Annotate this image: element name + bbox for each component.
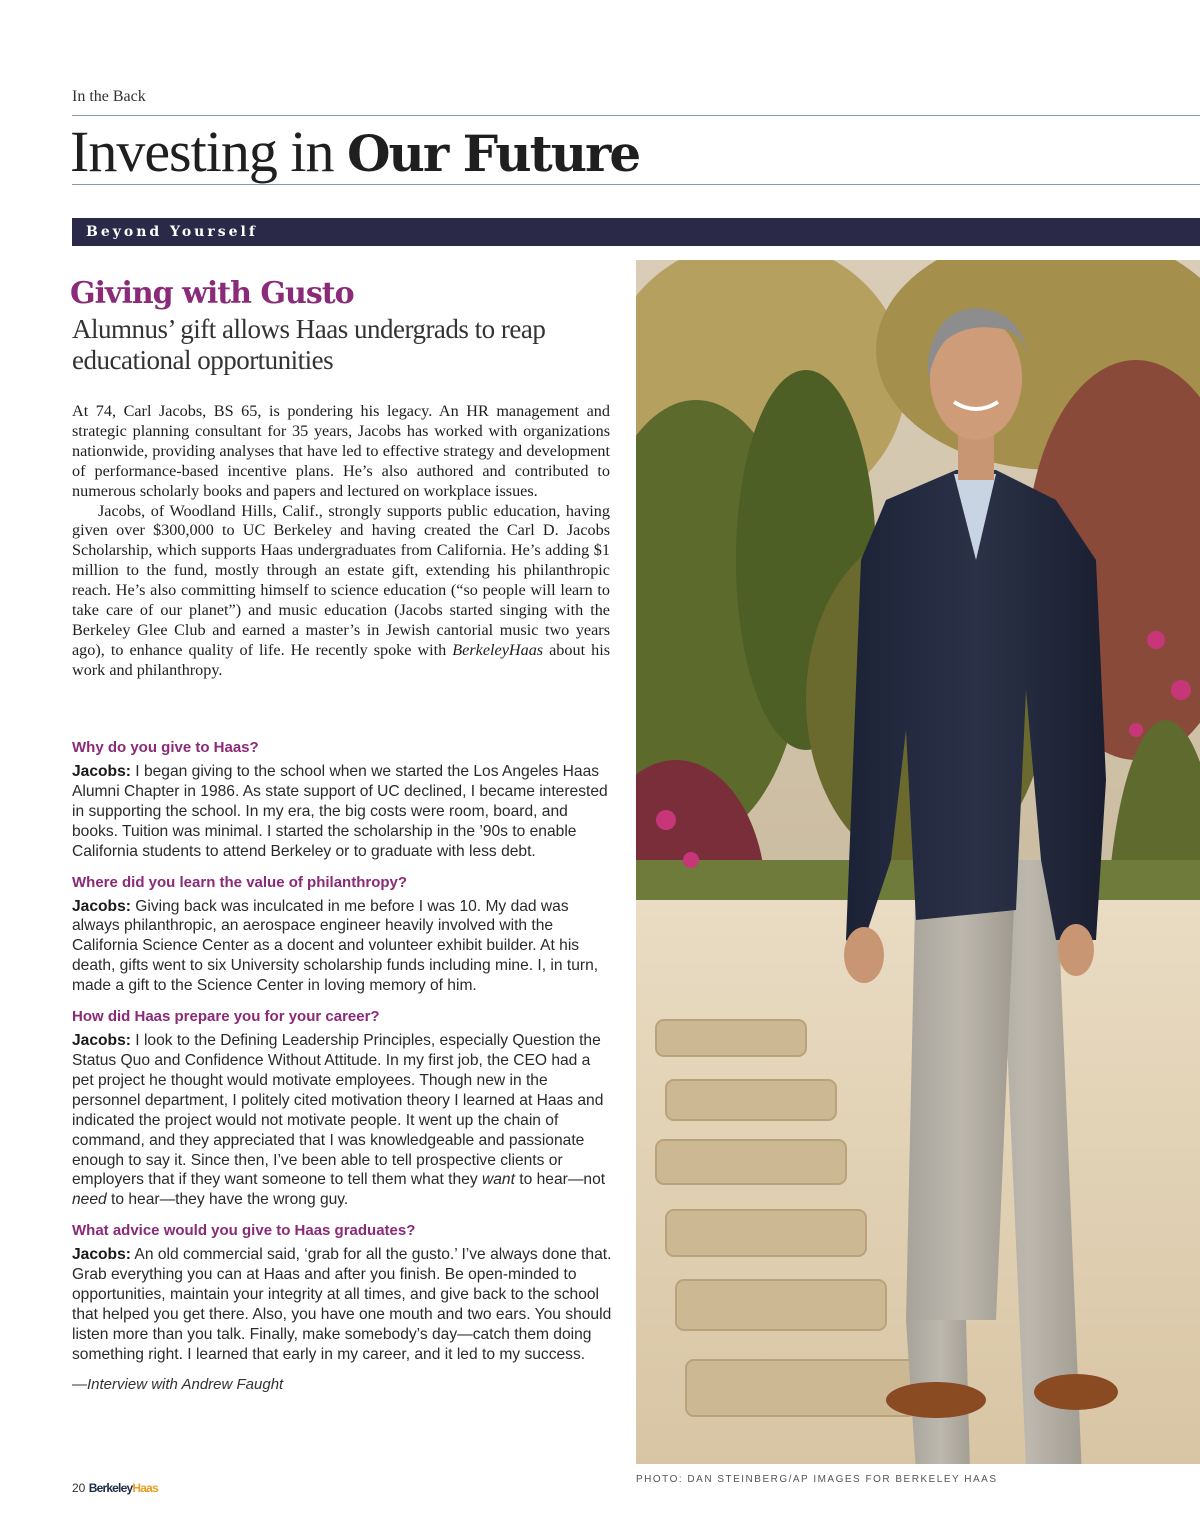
intro-p2-end: about his work and philanthropy. — [72, 640, 611, 679]
portrait-photo — [636, 260, 1200, 1464]
speaker-label: Jacobs: — [72, 1246, 131, 1264]
speaker-label: Jacobs: — [72, 897, 131, 915]
section-label: In the Back — [72, 88, 146, 105]
logo-part-haas: Haas — [132, 1481, 158, 1495]
photo-credit: PHOTO: DAN STEINBERG/AP IMAGES FOR BERKELEY HAAS — [636, 1474, 998, 1485]
answer-4-text: An old commercial said, ‘grab for all the gusto.’ I’ve always done that. Grab everything you can at Haas and after you finish. Be open-minded to opportunities, maintain your integrity at all times, and give back to the school that helped you get there. Also, you have one mouth and two ears. You should listen more than you talk. Finally, make somebody’s day—catch them doing something right. I learned that early in my career, and it led to my success. — [72, 1246, 612, 1363]
article-intro — [72, 402, 610, 681]
answer-3 — [72, 1031, 612, 1210]
page-number: 20 — [72, 1481, 86, 1495]
page-footer — [72, 1481, 158, 1495]
publication-name: BerkeleyHaas — [452, 640, 544, 659]
answer-2-text: Giving back was inculcated in me before I was 10. My dad was always philanthropic, an aerospace engineer heavily involved with the California Science Center as a docent and volunteer exhibit builder. At his death, gifts went to six University scholarship funds including mine. I, in turn, made a gift to the Science Center in loving memory of him. — [72, 897, 599, 995]
answer-1-text: I began giving to the school when we started the Los Angeles Haas Alumni Chapter in 1986. As state support of UC declined, I became interested in supporting the school. In my era, the big costs were room, board, and books. Tuition was minimal. I started the scholarship in the ’90s to enable California students to attend Berkeley or to graduate with less debt. — [72, 763, 608, 860]
question-3: How did Haas prepare you for your career? — [72, 1008, 380, 1026]
logo-part-berkeley: Berkeley — [88, 1481, 133, 1495]
interview-qa — [72, 738, 612, 1393]
question-2: Where did you learn the value of philanthropy? — [72, 873, 408, 891]
speaker-label: Jacobs: — [72, 1032, 131, 1050]
headline-light: Investing in — [70, 119, 334, 184]
answer-3-emphasis-need: need — [72, 1191, 107, 1209]
speaker-label: Jacobs: — [72, 763, 131, 780]
interview-byline: —Interview with Andrew Faught — [72, 1375, 284, 1393]
answer-2 — [72, 897, 612, 997]
question-4: What advice would you give to Haas graduates? — [72, 1222, 416, 1240]
answer-4 — [72, 1245, 612, 1364]
answer-3-text: I look to the Defining Leadership Principles, especially Question the Status Quo and Confidence Without Attitude. In my first job, the CEO had a pet project he thought would motivate employees. Though new in the personnel department, I politely cited motivation theory I learned at Haas and indicated the project would not motivate people. It went up the chain of command, and they appreciated that I was knowledgeable and passionate enough to say it. Since then, I’ve been able to tell prospective clients or employers that if they want someone to tell them what they — [72, 1032, 604, 1189]
intro-paragraph-2 — [72, 502, 610, 681]
header-rule-bottom — [72, 184, 1200, 185]
intro-p2-text: Jacobs, of Woodland Hills, Calif., strongly supports public education, having given over $300,000 to UC Berkeley and having created the Carl D. Jacobs Scholarship, which supports Haas undergraduates from California. He’s adding $1 million to the fund, mostly through an estate gift, extending his philanthropic reach. He’s also committing himself to science education (“so people will learn to take care of our planet”) and music education (Jacobs started singing with the Berkeley Glee Club and earned a master’s in Jewish cantorial music two years ago), to enhance quality of life. He recently spoke with — [72, 501, 610, 659]
answer-1 — [72, 762, 612, 862]
magazine-logo — [89, 1481, 158, 1495]
answer-3-text-end: to hear—they have the wrong guy. — [106, 1191, 349, 1209]
intro-paragraph-1: At 74, Carl Jacobs, BS 65, is pondering his legacy. An HR management and strategic planning consultant for 35 years, Jacobs has worked with organizations nationwide, providing analyses that have led to effective strategy and development of performance-based incentive plans. He’s also authored and contributed to numerous scholarly books and papers and lectured on workplace issues. — [72, 402, 610, 500]
answer-3-text-mid: to hear—not — [514, 1171, 606, 1189]
page-headline — [70, 118, 639, 188]
section-banner: Beyond Yourself — [72, 218, 1200, 246]
article-title: Giving with Gusto — [70, 276, 354, 311]
headline-bold: Our Future — [346, 124, 640, 183]
article-subtitle: Alumnus’ gift allows Haas undergrads to reap educational opportunities — [72, 314, 546, 375]
answer-3-emphasis-want: want — [481, 1171, 515, 1189]
header-rule-top — [72, 115, 1200, 116]
question-1: Why do you give to Haas? — [72, 739, 259, 756]
